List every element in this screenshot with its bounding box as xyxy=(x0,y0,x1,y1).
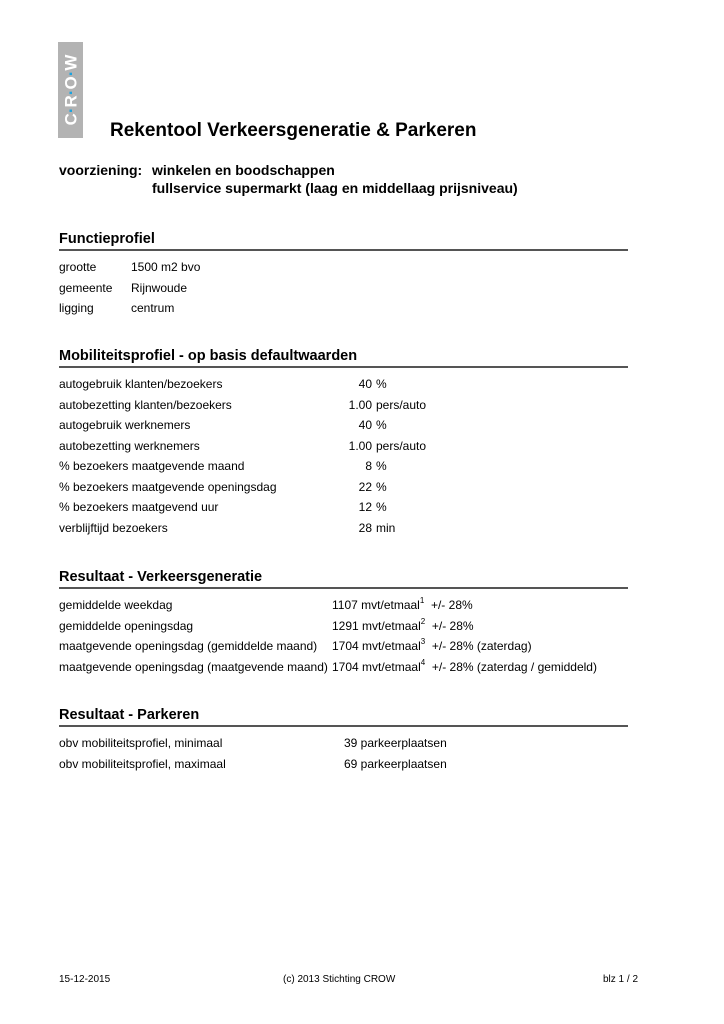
table-row xyxy=(59,477,628,498)
section-title: Functieprofiel xyxy=(59,231,628,251)
table-row xyxy=(59,436,628,457)
table-row xyxy=(59,595,628,616)
row-label: % bezoekers maatgevende maand xyxy=(59,459,245,473)
row-extra: +/- 28% xyxy=(431,618,474,633)
section-title: Mobiliteitsprofiel - op basis defaultwaarden xyxy=(59,348,628,368)
section-title: Resultaat - Parkeren xyxy=(59,707,628,727)
crow-logo-text: C·R·O·W xyxy=(61,54,80,126)
row-unit: mvt/etmaal xyxy=(362,639,421,653)
row-label: obv mobiliteitsprofiel, maximaal xyxy=(59,756,226,771)
table-row xyxy=(59,456,628,477)
row-extra: +/- 28% xyxy=(430,598,473,612)
section-functieprofiel xyxy=(59,231,628,319)
row-value: 39 parkeerplaatsen xyxy=(344,736,447,750)
table-row xyxy=(59,395,628,416)
row-number: 1107 xyxy=(332,598,358,612)
table-row xyxy=(59,298,628,319)
table-row xyxy=(59,518,628,539)
footer-date: 15-12-2015 xyxy=(59,974,111,985)
table-row xyxy=(59,636,628,657)
row-number: 1291 xyxy=(332,618,359,633)
row-value: 69 parkeerplaatsen xyxy=(344,756,447,771)
row-result xyxy=(332,616,474,637)
row-unit: % xyxy=(376,459,387,473)
page-title: Rekentool Verkeersgeneratie & Parkeren xyxy=(110,120,477,141)
section-verkeersgeneratie xyxy=(59,569,628,677)
row-number: 12 xyxy=(358,500,372,514)
row-label: verblijftijd bezoekers xyxy=(59,520,168,535)
table-row xyxy=(59,616,628,637)
row-label: gemiddelde weekdag xyxy=(59,598,173,612)
row-number: 40 xyxy=(358,418,372,432)
row-unit: pers/auto xyxy=(376,438,427,453)
footer-copyright: (c) 2013 Stichting CROW xyxy=(283,974,396,985)
footnote-marker: 4 xyxy=(420,657,426,667)
row-value: Rijnwoude xyxy=(131,280,188,295)
row-label: gemiddelde openingsdag xyxy=(59,618,194,633)
row-label: autogebruik werknemers xyxy=(59,418,191,432)
footnote-marker: 3 xyxy=(420,637,426,646)
voorziening-label: voorziening: xyxy=(59,162,143,178)
table-row xyxy=(59,497,628,518)
table-row xyxy=(59,257,628,278)
row-label: % bezoekers maatgevende openingsdag xyxy=(59,479,277,494)
row-value: 1500 m2 bvo xyxy=(131,260,201,274)
row-label: % bezoekers maatgevend uur xyxy=(59,500,219,514)
crow-logo xyxy=(58,42,83,138)
section-parkeren xyxy=(59,707,628,774)
row-number: 1.00 xyxy=(348,438,372,453)
table-row xyxy=(59,754,628,775)
row-label: autobezetting werknemers xyxy=(59,438,200,453)
row-number: 1704 xyxy=(332,659,359,674)
row-extra: +/- 28% (zaterdag) xyxy=(431,639,532,653)
row-extra: +/- 28% (zaterdag / gemiddeld) xyxy=(431,659,597,674)
row-unit: min xyxy=(376,520,396,535)
row-unit: % xyxy=(376,500,387,514)
row-unit: % xyxy=(376,377,387,391)
section-mobiliteitsprofiel xyxy=(59,348,628,538)
voorziening-line-2: fullservice supermarkt (laag en middellaag prijsniveau) xyxy=(152,180,518,196)
row-label: maatgevende openingsdag (gemiddelde maand) xyxy=(59,639,318,653)
table-row xyxy=(59,733,628,754)
row-label: ligging xyxy=(59,301,94,315)
row-unit: mvt/etmaal xyxy=(362,618,421,633)
row-number: 1704 xyxy=(332,639,359,653)
row-value: centrum xyxy=(131,301,175,315)
voorziening-line-1: winkelen en boodschappen xyxy=(152,162,335,178)
row-number: 1.00 xyxy=(348,397,372,412)
row-unit: pers/auto xyxy=(376,397,427,412)
row-number: 22 xyxy=(358,479,372,494)
row-result xyxy=(332,636,532,657)
footnote-marker: 2 xyxy=(420,616,426,626)
row-unit: % xyxy=(376,418,387,432)
row-label: maatgevende openingsdag (maatgevende maand) xyxy=(59,659,328,674)
table-row xyxy=(59,415,628,436)
section-title: Resultaat - Verkeersgeneratie xyxy=(59,569,628,589)
row-unit: % xyxy=(376,479,387,494)
footnote-marker: 1 xyxy=(419,596,425,605)
table-row xyxy=(59,278,628,299)
row-result xyxy=(332,657,597,678)
row-number: 8 xyxy=(365,459,372,473)
row-unit: mvt/etmaal xyxy=(361,598,420,612)
row-label: obv mobiliteitsprofiel, minimaal xyxy=(59,736,223,750)
row-label: gemeente xyxy=(59,280,113,295)
row-number: 28 xyxy=(358,520,372,535)
row-label: autogebruik klanten/bezoekers xyxy=(59,377,223,391)
table-row xyxy=(59,657,628,678)
table-row xyxy=(59,374,628,395)
row-label: autobezetting klanten/bezoekers xyxy=(59,397,232,412)
row-unit: mvt/etmaal xyxy=(362,659,421,674)
row-number: 40 xyxy=(358,377,372,391)
footer-page-number: blz 1 / 2 xyxy=(603,974,639,985)
row-result xyxy=(332,595,473,616)
row-label: grootte xyxy=(59,260,97,274)
